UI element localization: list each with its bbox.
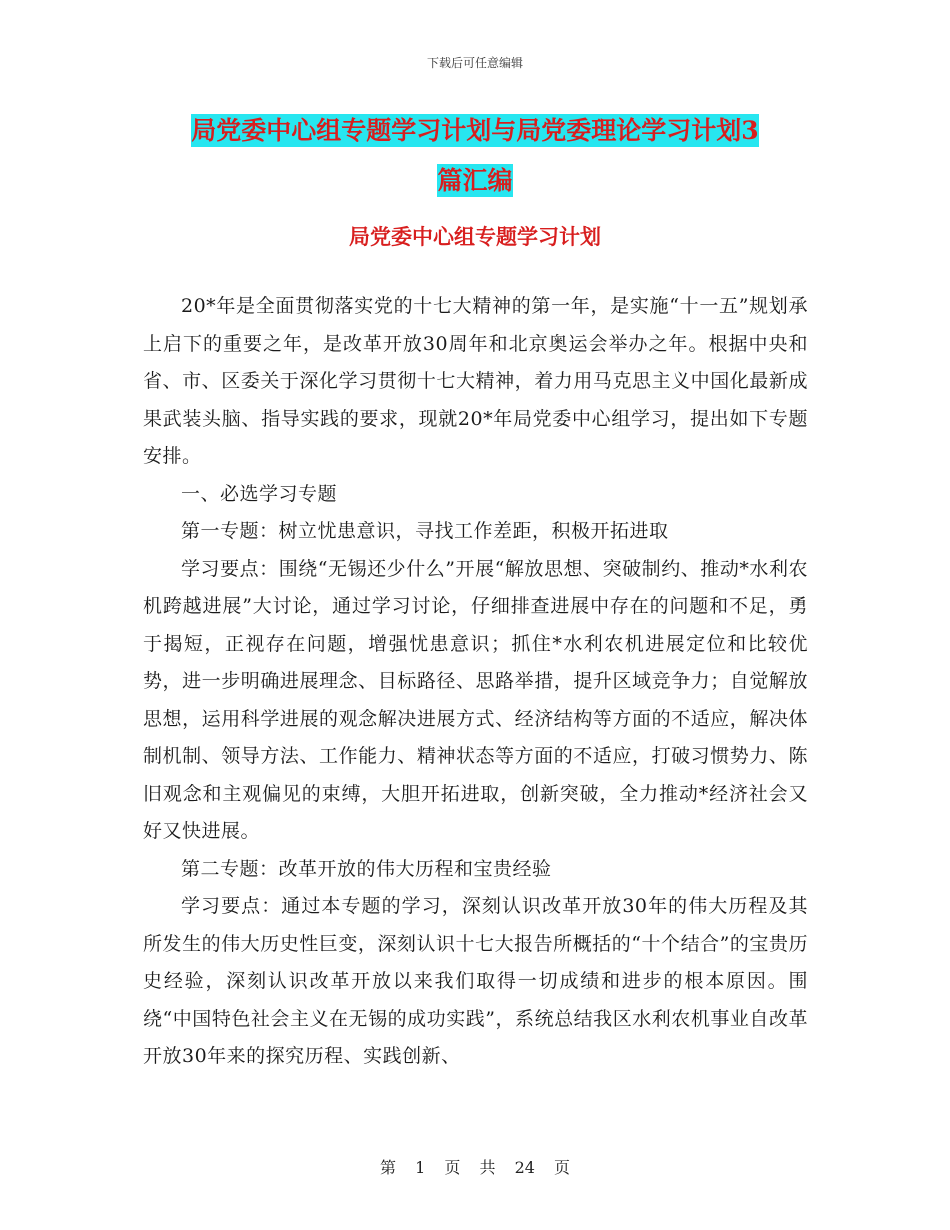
paragraph-topic-2-points: 学习要点：通过本专题的学习，深刻认识改革开放30年的伟大历程及其所发生的伟大历史性巨变，深刻认识十七大报告所概括的“十个结合”的宝贵历史经验，深刻认识改革开放以来我们取得一切成绩和进步的根本原因。围绕“中国特色社会主义在无锡的成功实践”，系统总结我区水利农机事业自改革开放30年来的探究历程、实践创新、: [143, 895, 808, 1067]
document-title: [140, 106, 810, 206]
paragraph-intro: 20*年是全面贯彻落实党的十七大精神的第一年，是实施“十一五”规划承上启下的重要之年，是改革开放30周年和北京奥运会举办之年。根据中央和省、市、区委关于深化学习贯彻十七大精神，着力用马克思主义中国化最新成果武装头脑、指导实践的要求，现就20*年局党委中心组学习，提出如下专题安排。: [143, 295, 808, 467]
document-body: [143, 288, 808, 1076]
paragraph-heading-required-topics: 一、必选学习专题: [181, 482, 338, 505]
page-footer: [0, 1155, 950, 1178]
page-number: 1: [415, 1158, 426, 1177]
section-title: 局党委中心组专题学习计划: [349, 224, 601, 249]
header-note: 下载后可任意编辑: [426, 56, 523, 70]
total-unit: 页: [554, 1158, 571, 1177]
page-unit: 页: [444, 1158, 461, 1177]
total-label: 共: [479, 1158, 496, 1177]
paragraph-topic-1: 第一专题：树立忧患意识，寻找工作差距，积极开拓进取: [181, 520, 669, 542]
paragraph-topic-1-points: 学习要点：围绕“无锡还少什么”开展“解放思想、突破制约、推动*水利农机跨越进展”大讨论，通过学习讨论，仔细排查进展中存在的问题和不足，勇于揭短，正视存在问题，增强忧患意识；抓住*水利农机进展定位和比较优势，进一步明确进展理念、目标路径、思路举措，提升区域竞争力；自觉解放思想，运用科学进展的观念解决进展方式、经济结构等方面的不适应，解决体制机制、领导方法、工作能力、精神状态等方面的不适应，打破习惯势力、陈旧观念和主观偏见的束缚，大胆开拓进取，创新突破，全力推动*经济社会又好又快进展。: [143, 557, 808, 842]
page-label: 第: [379, 1158, 396, 1177]
title-line-2: 篇汇编: [437, 166, 513, 195]
total-pages: 24: [514, 1158, 535, 1177]
paragraph-topic-2: 第二专题：改革开放的伟大历程和宝贵经验: [181, 857, 552, 880]
title-line-1: 局党委中心组专题学习计划与局党委理论学习计划3: [191, 116, 759, 145]
